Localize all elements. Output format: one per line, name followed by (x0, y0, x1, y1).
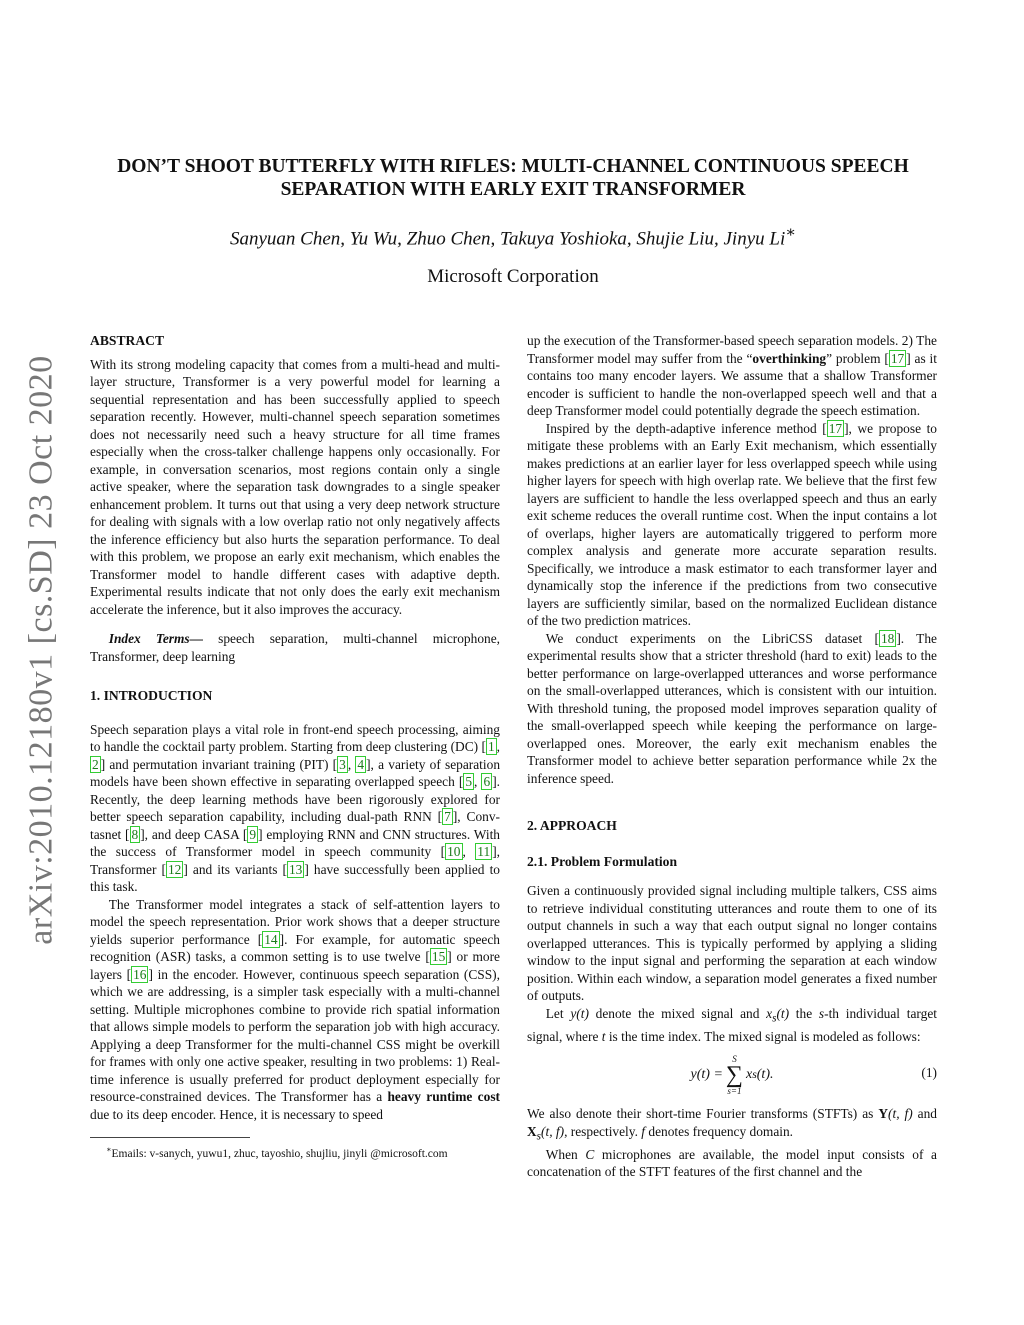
citation-link[interactable]: 11 (477, 844, 491, 859)
problem-formulation-heading: 2.1. Problem Formulation (527, 853, 678, 869)
summation (726, 1054, 743, 1096)
equation-rhs-subscript: s (752, 1068, 757, 1082)
title-line-1: DON’T SHOOT BUTTERFLY WITH RIFLES: MULTI-CHANNEL CONTINUOUS SPEECH (117, 156, 909, 177)
equation-number: (1) (921, 1065, 937, 1081)
citation-link[interactable]: 17 (890, 350, 905, 366)
introduction-heading: 1. INTRODUCTION (90, 688, 213, 703)
footnote-text: Emails: v-sanych, yuwu1, zhuc, tayoshio, shujliu, jinyli @microsoft.com (111, 1147, 448, 1160)
author-names: Sanyuan Chen, Yu Wu, Zhuo Chen, Takuya Yoshioka, Shujie Liu, Jinyu Li (229, 228, 786, 250)
citation-link[interactable]: 9 (249, 826, 257, 842)
summation-lower-limit: s=1 (727, 1086, 742, 1097)
citation-link[interactable]: 16 (133, 966, 147, 982)
citation-link[interactable]: 4 (357, 756, 365, 772)
citation-link[interactable]: 13 (288, 861, 303, 877)
approach-paragraph-3: We also denote their short-time Fourier transforms (STFTs) as Y(t, f) and $X_s(t$, f), respectively. f denotes frequency domain. (527, 1106, 938, 1143)
approach-paragraph-1: Given a continuously provided signal including multiple talkers, CSS aims to retrieve individual constituting utterances and route them to one of its output channels in such a way that each output signal no longer contains overlapped utterances. This is typically performed by applying a sliding window to the input signal and performing the separation at each window position. Within each window, a separation model generates a fixed number of outputs. (527, 883, 937, 1003)
index-terms (90, 630, 500, 665)
citation-link[interactable]: 6 (483, 774, 491, 789)
footnote-mark: ∗ (106, 1145, 112, 1154)
intro-paragraph-5: We conduct experiments on the LibriCSS dataset [ 18 ]. The experimental results show that a stricter threshold (hard to exit) leads to the better performance on large-overlapped utterances and worse performance on the small-overlapped utterances, which is consistent with our intuition. With threshold tuning, the proposed model improves separation quality of the small-overlapped speech while keeping the performance on large-overlapped ones. Moreover, the early exit mechanism enables the Transformer model to achieve better separation performance while 2x the inference speed. (527, 630, 937, 786)
citation-link[interactable]: 10 (447, 844, 461, 859)
citation-link[interactable]: 3 (339, 756, 346, 772)
equation-rhs-tail: (t). (756, 1067, 774, 1083)
footnote-divider (90, 1137, 250, 1138)
equation-body (691, 1054, 774, 1096)
citation-link[interactable]: 18 (880, 630, 895, 646)
footnote (90, 1143, 500, 1161)
citation-link[interactable]: 12 (167, 861, 182, 877)
citation-link[interactable]: 17 (828, 420, 843, 436)
summation-symbol: ∑ (725, 1062, 743, 1089)
abstract-heading: ABSTRACT (90, 333, 165, 348)
approach-heading: 2. APPROACH (527, 818, 617, 833)
equation-1 (527, 1051, 937, 1099)
approach-paragraph-2: Let y(t) denote the mixed signal and $x_s(t)$ the s-th individual target signal, where t is the time index. The mixed signal is modeled as follows: (527, 1005, 937, 1044)
abstract-text: With its strong modeling capacity that comes from a multi-head and multi-layer structure, Transformer is a very powerful model for learning a sequential representation and has been successfully applied to speech separation recently. However, multi-channel speech separation sometimes does not necessarily need such a heavy structure for all time frames especially when the cross-talker challenge happens only occasionally. For example, in conversation scenarios, most regions contain only a single active speaker, where the separation task downgrades to a single speaker enhancement problem. It turns out that using a very deep network structure for dealing with signals with a low overlap ratio not only negatively affects the inference efficiency but also hurts the separation performance. To deal with this problem, we propose an early exit mechanism, which enables the Transformer model to handle different cases with adaptive depth. Experimental results indicate that not only does the early exit mechanism accelerate the inference, but it also improves the accuracy. (90, 356, 500, 617)
intro-paragraph-3: up the execution of the Transformer-based speech separation models. 2) The Transformer model may suffer from the “overthinking” problem [ 17 ] as it contains too many encoder layers. We assume that a shallow Transformer encoder is sufficient to handle the non-overlapped speech well and that a deep Transformer model could potentially degrade the speech estimation. (527, 333, 937, 418)
equation-rhs-variable: x (746, 1067, 753, 1083)
citation-link[interactable]: 15 (431, 949, 446, 964)
right-column (527, 332, 937, 1181)
citation-link[interactable]: 2 (92, 756, 99, 772)
paper-title (90, 155, 936, 201)
summation-upper-limit: S (732, 1054, 737, 1065)
intro-paragraph-1: Speech separation plays a vital role in front-end speech processing, aiming to handle the cocktail party problem. Starting from deep clustering (DC) [ 1 , 2 ] and permutation invariant training (PIT) [ 3 , 4 ], a variety of separation models have been shown effective in separating overlapped speech [ 5 , 6 ]. Recently, the deep learning methods have been rigorously explored for better speech separation capability, including dual-path RNN [ 7 ], Conv-tasnet [ 8 ], and deep CASA [ 9 ] employing RNN and CNN structures. With the success of Transformer model in speech community [ 10 , 11 ], Transformer [ 12 ] and its variants [ 13 ] have successfully been applied to this task. (90, 721, 501, 894)
citation-link[interactable]: 1 (487, 739, 495, 754)
author-footnote-mark: ∗ (785, 224, 797, 241)
citation-link[interactable]: 7 (444, 809, 451, 824)
title-line-2: SEPARATION WITH EARLY EXIT TRANSFORMER (280, 179, 746, 200)
approach-paragraph-4: When C microphones are available, the model input consists of a concatenation of the STFT features of the first channel and the (527, 1146, 937, 1180)
index-terms-text: speech separation, multi-channel microphone, Transformer, deep learning (90, 631, 500, 664)
citation-link[interactable]: 5 (465, 774, 473, 789)
author-list (90, 222, 936, 250)
left-column (90, 332, 500, 1161)
citation-link[interactable]: 8 (131, 826, 139, 842)
arxiv-identifier-text: arXiv:2010.12180v1 [cs.SD] 23 Oct 2020 (23, 355, 61, 945)
arxiv-identifier (18, 350, 66, 950)
citation-link[interactable]: 14 (264, 931, 278, 947)
index-terms-label: Index Terms— (108, 631, 203, 646)
intro-paragraph-2: The Transformer model integrates a stack of self-attention layers to model the speech representation. Prior work shows that a deeper structure yields superior performance [ 14 ]. For example, for automatic speech recognition (ASR) tasks, a common setting is to use twelve [ 15 ] or more layers [ 16 ] in the encoder. However, continuous speech separation (CSS), which we are addressing, is a simpler task especially with a multi-channel setting. Multiple microphones combine to provide rich spatial information that allows simple models to perform the separation job with high accuracy. Applying a deep Transformer for the multi-channel CSS might be overkill for frames with only one active speaker, resulting in two problems: 1) Real-time inference is usually preferred for product deployment especially for resource-constrained devices. The Transformer has a heavy runtime cost due to its deep encoder. Hence, it is necessary to speed (90, 896, 500, 1122)
intro-paragraph-4: Inspired by the depth-adaptive inference method [ 17 ], we propose to mitigate these problems with an Early Exit mechanism, which essentially makes predictions at an earlier layer for less overlapped speech while using higher layers for speech with high overlap rate. We believe that the first few layers are sufficient to handle the less overlapped speech and thus an early exit scheme reduces the overall runtime cost. When the input contains a lot of overlaps, higher layers are automatically triggered to perform more complex analysis and generate more accurate separation results. Specifically, we introduce a mask estimator to each transformer layer and dynamically stop the inference if the predictions from two consecutive layers are sufficiently similar, based on the normalized Euclidean distance of the two prediction matrices. (527, 420, 937, 628)
affiliation: Microsoft Corporation (427, 266, 599, 287)
equation-lhs: y(t) = (690, 1067, 723, 1083)
